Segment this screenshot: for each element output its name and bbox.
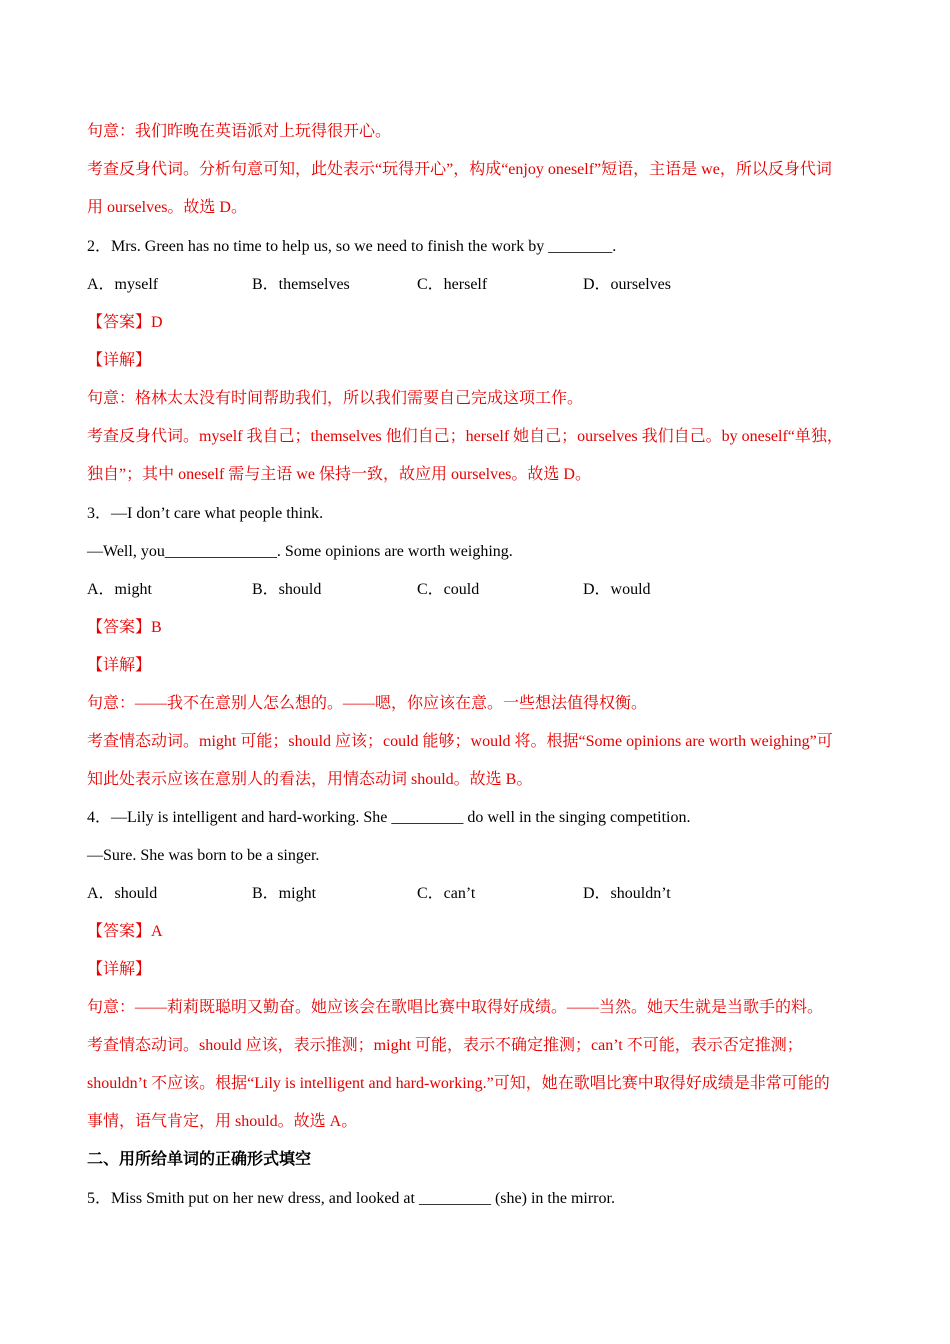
explanation-analysis-1b: 用 ourselves。故选 D。 [87, 199, 247, 216]
question-3-options [87, 578, 767, 602]
question-4-options [87, 882, 767, 906]
explanation-analysis-4a: 考查情态动词。should 应该，表示推测；might 可能，表示不确定推测；can’t 不可能，表示否定推测； [87, 1037, 803, 1054]
answer-2: 【答案】D [87, 314, 163, 331]
explanation-analysis-3a: 考查情态动词。might 可能；should 应该；could 能够；would 将。根据“Some opinions are worth weighing”可 [87, 733, 833, 750]
option-c: C．herself [417, 276, 488, 293]
explanation-analysis-3b: 知此处表示应该在意别人的看法，用情态动词 should。故选 B。 [87, 771, 533, 788]
question-2: 2．Mrs. Green has no time to help us, so we need to finish the work by ________. [87, 238, 617, 255]
explanation-analysis-2a: 考查反身代词。myself 我自己；themselves 他们自己；herself 她自己；ourselves 我们自己。by oneself“单独， [87, 428, 843, 445]
option-d: D．ourselves [583, 276, 671, 293]
explanation-analysis-2b: 独自”；其中 oneself 需与主语 we 保持一致，故应用 ourselves。故选 D。 [87, 466, 591, 483]
explanation-analysis-1a: 考查反身代词。分析句意可知，此处表示“玩得开心”，构成“enjoy oneself”短语，主语是 we，所以反身代词 [87, 161, 832, 178]
option-c: C．can’t [417, 885, 476, 902]
detail-label-3: 【详解】 [87, 657, 152, 674]
explanation-analysis-4b: shouldn’t 不应该。根据“Lily is intelligent and hard-working.”可知，她在歌唱比赛中取得好成绩是非常可能的 [87, 1075, 830, 1092]
question-5: 5．Miss Smith put on her new dress, and looked at _________ (she) in the mirror. [87, 1190, 615, 1207]
question-2-options [87, 273, 767, 297]
explanation-analysis-4c: 事情，语气肯定，用 should。故选 A。 [87, 1113, 358, 1130]
detail-label-2: 【详解】 [87, 352, 152, 369]
explanation-meaning-1: 句意：我们昨晚在英语派对上玩得很开心。 [87, 123, 392, 140]
question-3: 3．—I don’t care what people think. [87, 505, 324, 522]
option-d: D．would [583, 581, 651, 598]
option-b: B．themselves [252, 276, 350, 293]
option-b: B．should [252, 581, 322, 598]
answer-4: 【答案】A [87, 923, 163, 940]
option-a: A．myself [87, 276, 159, 293]
explanation-meaning-2: 句意：格林太太没有时间帮助我们，所以我们需要自己完成这项工作。 [87, 390, 584, 407]
question-3-response: —Well, you______________. Some opinions are worth weighing. [87, 543, 513, 560]
question-4: 4．—Lily is intelligent and hard-working. She _________ do well in the singing competition. [87, 809, 691, 826]
option-a: A．should [87, 885, 158, 902]
explanation-meaning-4: 句意：——莉莉既聪明又勤奋。她应该会在歌唱比赛中取得好成绩。——当然。她天生就是当歌手的料。 [87, 999, 824, 1016]
question-4-response: —Sure. She was born to be a singer. [87, 847, 320, 864]
explanation-meaning-3: 句意：——我不在意别人怎么想的。——嗯，你应该在意。一些想法值得权衡。 [87, 695, 648, 712]
answer-3: 【答案】B [87, 619, 162, 636]
option-d: D．shouldn’t [583, 885, 671, 902]
option-c: C．could [417, 581, 480, 598]
option-a: A．might [87, 581, 152, 598]
section-heading-2: 二、用所给单词的正确形式填空 [87, 1151, 312, 1168]
option-b: B．might [252, 885, 317, 902]
detail-label-4: 【详解】 [87, 961, 152, 978]
